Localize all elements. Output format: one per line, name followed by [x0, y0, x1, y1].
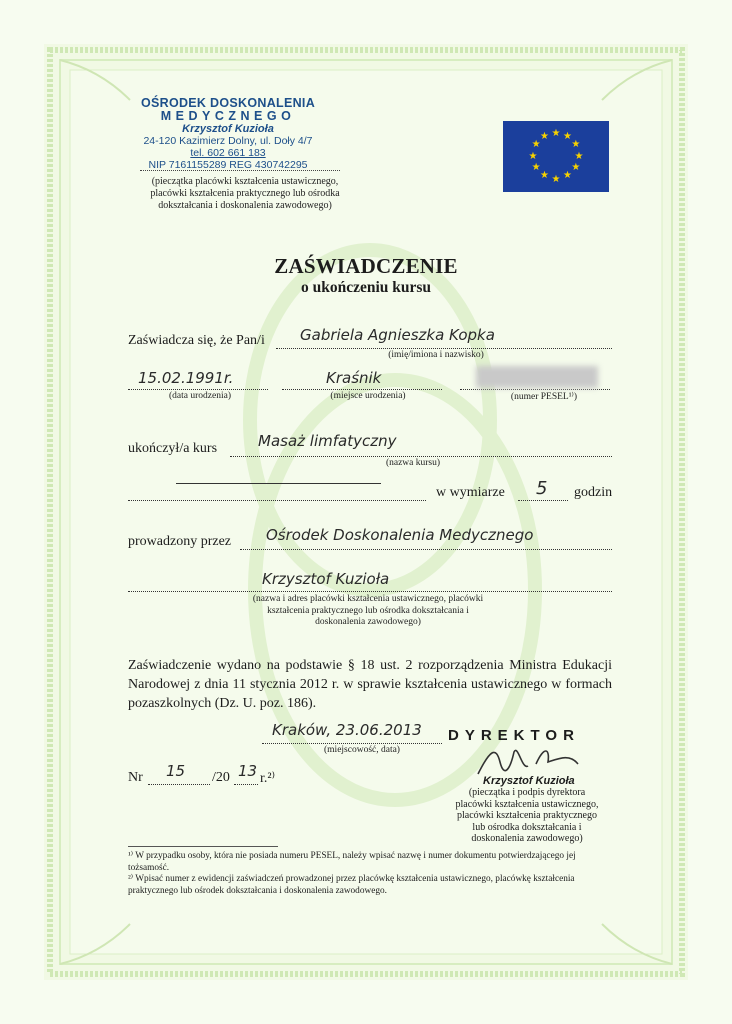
place-date-handwriting: Kraków, 23.06.2013: [272, 721, 422, 739]
course-dotted-line: [230, 456, 612, 457]
eu-star-icon: ★: [563, 130, 572, 142]
organizer-dotted-line: [240, 549, 612, 550]
pesel-dotted-line: [460, 389, 610, 390]
hours-leading-dotted-line: [128, 500, 426, 501]
nr-handwriting: 15: [166, 762, 186, 780]
eu-star-icon: ★: [551, 127, 561, 139]
owner-dotted-line: [128, 591, 612, 592]
eu-star-icon: ★: [563, 170, 572, 182]
hours-label: w wymiarze: [436, 485, 505, 500]
stamp-caption: (pieczątka placówki kształcenia ustawicznego, placówki kształcenia praktycznego lub ośrodka dokształcania i doskonalenia zawodowego): [150, 176, 340, 211]
organizer-caption: (nazwa i adres placówki kształcenia ustawicznego, placówki kształcenia praktycznego lub ośrodka dokształcania i doskonalenia zawodowego): [252, 594, 484, 627]
director-signature-caption: (pieczątka i podpis dyrektora placówki kształcenia ustawicznego, placówki kształcenia praktycznego lub ośrodka dokształcania i doskonalenia zawodowego): [455, 787, 599, 844]
owner-handwriting: Krzysztof Kuzioła: [262, 570, 390, 588]
document-title: ZAŚWIADCZENIE: [274, 254, 458, 278]
name-dotted-line: [276, 348, 612, 349]
hours-dotted-line: [518, 500, 568, 501]
conducted-label: prowadzony przez: [128, 534, 232, 549]
place-date-dotted-line: [262, 743, 442, 744]
eu-star-icon: ★: [574, 150, 584, 162]
birthplace-handwriting: Kraśnik: [326, 369, 382, 387]
stamp-phone: tel. 602 661 183: [190, 147, 266, 159]
organizer-handwriting: Ośrodek Doskonalenia Medycznego: [266, 526, 534, 544]
document-subtitle: o ukończeniu kursu: [300, 279, 432, 296]
eu-star-icon: ★: [531, 139, 541, 150]
eu-star-icon: ★: [571, 162, 581, 173]
year-suffix: r.²⁾: [260, 771, 276, 786]
stamp-nip-reg: NIP 7161155289 REG 430742295: [148, 159, 308, 171]
stamp-address: 24-120 Kazimierz Dolny, ul. Doły 4/7: [143, 135, 313, 147]
nr-label: Nr: [128, 770, 143, 785]
certify-label: Zaświadcza się, że Pan/i: [128, 333, 265, 348]
stamp-owner: Krzysztof Kuzioła: [182, 123, 274, 135]
institution-stamp: [128, 96, 328, 171]
eu-star-icon: ★: [540, 130, 549, 142]
eu-star-icon: ★: [571, 139, 581, 150]
stamp-line1: OŚRODEK DOSKONALENIA: [140, 96, 316, 110]
eu-star-icon: ★: [528, 150, 538, 162]
birthplace-dotted-line: [282, 389, 442, 390]
footnote-1: ¹⁾ W przypadku osoby, która nie posiada numeru PESEL, należy wpisać nazwę i numer dokumentu potwierdzającego jej tożsamość.: [128, 851, 576, 873]
hours-unit: godzin: [574, 485, 613, 500]
pesel-caption: (numer PESEL¹⁾): [510, 392, 578, 402]
birthdate-caption: (data urodzenia): [169, 391, 231, 401]
stamp-line2: MEDYCZNEGO: [160, 109, 296, 123]
director-name: Krzysztof Kuzioła: [483, 775, 575, 787]
name-caption: (imię/imiona i nazwisko): [388, 350, 484, 360]
stamp-dotted-line: [140, 170, 340, 171]
eu-star-icon: ★: [540, 170, 549, 182]
name-handwriting: Gabriela Agnieszka Kopka: [300, 326, 495, 344]
eu-star-icon: ★: [531, 162, 541, 173]
director-title: DYREKTOR: [448, 727, 580, 744]
nr-dotted-line: [148, 784, 210, 785]
director-signature-icon: [470, 740, 600, 780]
birthdate-handwriting: 15.02.1991r.: [138, 369, 234, 387]
birthdate-dotted-line: [128, 389, 268, 390]
birthplace-caption: (miejsce urodzenia): [330, 391, 406, 401]
course-label: ukończył/a kurs: [128, 441, 218, 456]
footnote-separator: [128, 846, 278, 847]
year-dotted-line: [234, 784, 258, 785]
place-date-caption: (miejscowość, data): [324, 745, 400, 755]
year-prefix: /20: [212, 770, 230, 785]
pesel-redacted: [476, 366, 598, 388]
hours-handwriting: 5: [536, 478, 548, 499]
legal-basis-paragraph: Zaświadczenie wydano na podstawie § 18 ust. 2 rozporządzenia Ministra Edukacji Narodowej z dnia 11 stycznia 2012 r. w sprawie kształcenia ustawicznego w formach pozaszkolnych (Dz. U. poz. 186).: [128, 658, 612, 711]
footnote-2: ²⁾ Wpisać numer z ewidencji zaświadczeń prowadzonej przez placówkę kształcenia ustawicznego, placówkę kształcenia praktycznego lub ośrodek dokształcania i doskonalenia zawodowego.: [128, 874, 575, 896]
eu-star-icon: ★: [551, 173, 561, 185]
course-underline: [176, 483, 381, 484]
course-handwriting: Masaż limfatyczny: [258, 432, 397, 450]
course-caption: (nazwa kursu): [385, 458, 441, 468]
eu-flag-icon: [503, 121, 609, 192]
year-handwriting: 13: [238, 762, 258, 780]
